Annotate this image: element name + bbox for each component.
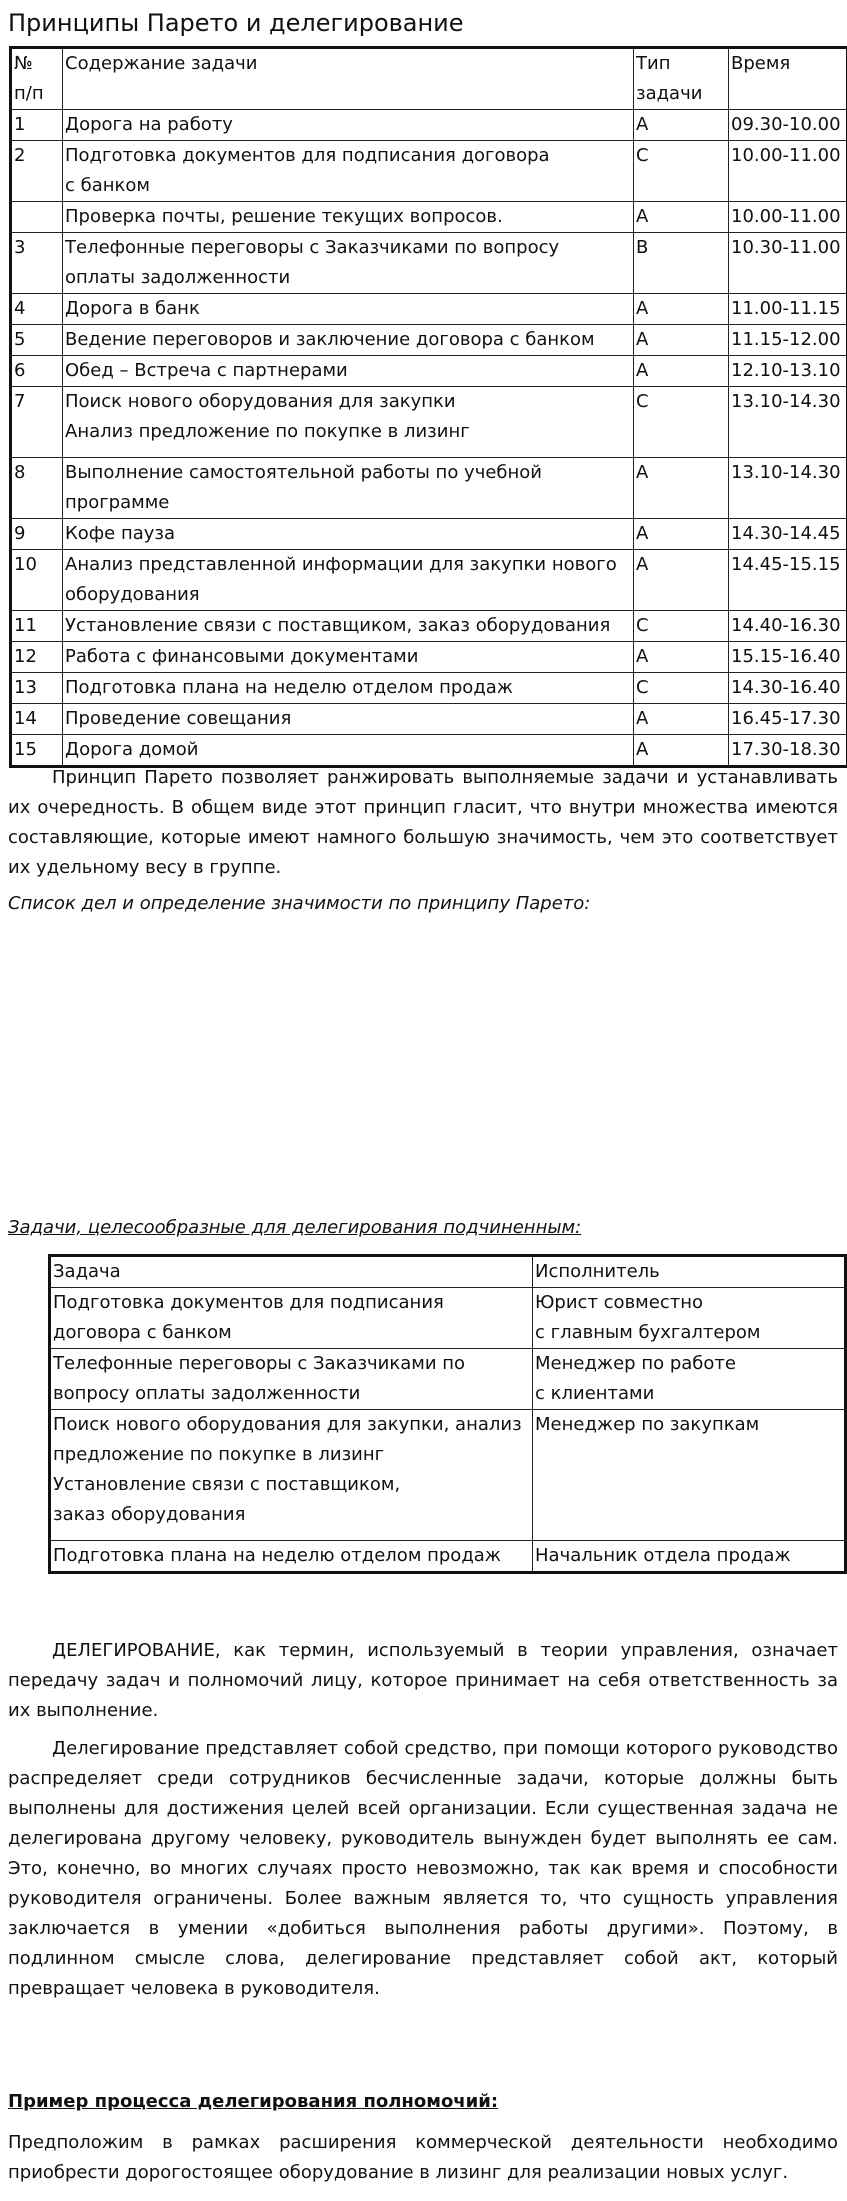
task-type-line: С (636, 677, 649, 698)
task-time (729, 141, 847, 202)
task-time (729, 519, 847, 550)
task-executor-line: Начальник отдела продаж (535, 1545, 791, 1566)
task-time-line: 14.30-16.40 (731, 677, 841, 698)
task-executor-line: Менеджер по работе (535, 1353, 736, 1374)
pareto-paragraph: Принцип Парето позволяет ранжировать выполняемые задачи и устанавливать их очередность. В общем виде этот принцип гласит, что внутри множества имеются составляющие, которые имеют намного большую значимость, чем это соответствует их удельному весу в группе. (8, 767, 838, 878)
task-number (11, 387, 63, 458)
task-time-line: 17.30-18.30 (731, 739, 841, 760)
header-type (634, 48, 729, 110)
table-row (11, 735, 847, 767)
task-content-line: Кофе пауза (65, 523, 176, 544)
task-type (634, 704, 729, 735)
task-type-line: А (636, 739, 649, 760)
task-number (11, 611, 63, 642)
table-row (11, 233, 847, 294)
task-content-line: Дорога домой (65, 739, 199, 760)
task-content (63, 704, 634, 735)
task-time (729, 673, 847, 704)
task-content-line: Дорога в банк (65, 298, 200, 319)
task-number (11, 550, 63, 611)
tasks-table (9, 46, 847, 768)
delegated-task (50, 1410, 533, 1541)
task-number-line: 15 (14, 739, 37, 760)
table-row (11, 550, 847, 611)
task-type (634, 325, 729, 356)
task-time (729, 642, 847, 673)
task-content-line: программе (65, 492, 170, 513)
task-type (634, 387, 729, 458)
task-content-line: Выполнение самостоятельной работы по учебной (65, 462, 542, 483)
task-content-line: Телефонные переговоры с Заказчиками по вопросу (65, 237, 560, 258)
task-executor-line: с клиентами (535, 1383, 655, 1404)
delegation-paragraph-1: ДЕЛЕГИРОВАНИЕ, как термин, используемый в теории управления, означает передачу задач и полномочий лицу, которое принимает на себя ответственность за их выполнение. (8, 1640, 838, 1721)
task-content-line: Анализ предложение по покупке в лизинг (65, 421, 470, 442)
table-row (50, 1288, 846, 1349)
task-number-line: 8 (14, 462, 26, 483)
task-content (63, 642, 634, 673)
task-number (11, 458, 63, 519)
table-row (50, 1349, 846, 1410)
task-content (63, 325, 634, 356)
task-number (11, 325, 63, 356)
table-row (11, 202, 847, 233)
task-content-line: Дорога на работу (65, 114, 233, 135)
task-time (729, 202, 847, 233)
header-type-line: Тип (636, 53, 671, 74)
delegated-task-line: договора с банком (53, 1322, 232, 1343)
task-number-line: 12 (14, 646, 37, 667)
task-content-line: оплаты задолженности (65, 267, 291, 288)
header-time-line: Время (731, 53, 791, 74)
task-time (729, 356, 847, 387)
task-type (634, 141, 729, 202)
task-content (63, 110, 634, 141)
header-time (729, 48, 847, 110)
table-row (11, 110, 847, 141)
table-row (11, 519, 847, 550)
task-type (634, 294, 729, 325)
task-number (11, 356, 63, 387)
task-number (11, 294, 63, 325)
task-type (634, 735, 729, 767)
header-type-line: задачи (636, 83, 703, 104)
task-executor (533, 1349, 846, 1410)
task-time (729, 110, 847, 141)
table-row (11, 141, 847, 202)
task-time-line: 14.40-16.30 (731, 615, 841, 636)
task-time-line: 11.00-11.15 (731, 298, 841, 319)
header-num (11, 48, 63, 110)
task-time-line: 10.00-11.00 (731, 206, 841, 227)
task-executor (533, 1410, 846, 1541)
pareto-list-heading: Список дел и определение значимости по принципу Парето: (8, 893, 591, 914)
table-row (11, 325, 847, 356)
task-content (63, 233, 634, 294)
task-content (63, 673, 634, 704)
delegated-task-line: Установление связи с поставщиком, (53, 1474, 401, 1495)
task-content (63, 735, 634, 767)
header-content-line: Содержание задачи (65, 53, 258, 74)
task-content (63, 387, 634, 458)
example-heading: Пример процесса делегирования полномочий: (8, 2091, 499, 2112)
task-content-line: Подготовка документов для подписания договора (65, 145, 550, 166)
task-number-line: 14 (14, 708, 37, 729)
task-number (11, 519, 63, 550)
task-executor-line: с главным бухгалтером (535, 1322, 761, 1343)
task-executor-line: Менеджер по закупкам (535, 1414, 760, 1435)
task-type (634, 519, 729, 550)
task-content-line: Ведение переговоров и заключение договора с банком (65, 329, 595, 350)
task-content-line: Анализ представленной информации для закупки нового (65, 554, 617, 575)
task-type-line: С (636, 145, 649, 166)
task-time (729, 325, 847, 356)
task-number-line: 6 (14, 360, 26, 381)
delegated-task (50, 1349, 533, 1410)
task-content-line: с банком (65, 175, 150, 196)
delegation-table (48, 1254, 847, 1574)
task-type (634, 233, 729, 294)
task-executor-line: Юрист совместно (535, 1292, 703, 1313)
delegated-task-line: заказ оборудования (53, 1504, 246, 1525)
task-content (63, 550, 634, 611)
header-num-line: № (14, 53, 33, 74)
task-type-line: А (636, 298, 649, 319)
table-row (11, 356, 847, 387)
task-type (634, 202, 729, 233)
task-content (63, 519, 634, 550)
table-row (11, 642, 847, 673)
delegated-task-line: Подготовка документов для подписания (53, 1292, 444, 1313)
task-content-line: Поиск нового оборудования для закупки (65, 391, 456, 412)
task-content (63, 141, 634, 202)
table-row (50, 1541, 846, 1573)
header-content (63, 48, 634, 110)
task-type (634, 673, 729, 704)
header-num-line: п/п (14, 83, 44, 104)
task-type (634, 458, 729, 519)
task-number (11, 141, 63, 202)
table-row (11, 294, 847, 325)
task-time (729, 550, 847, 611)
task-time-line: 16.45-17.30 (731, 708, 841, 729)
task-number-line: 4 (14, 298, 26, 319)
task-number-line: 13 (14, 677, 37, 698)
task-type-line: А (636, 206, 649, 227)
task-type (634, 611, 729, 642)
task-number-line: 2 (14, 145, 26, 166)
task-executor (533, 1541, 846, 1573)
table-row (11, 458, 847, 519)
task-time-line: 11.15-12.00 (731, 329, 841, 350)
task-type-line: А (636, 114, 649, 135)
task-time-line: 14.30-14.45 (731, 523, 841, 544)
page-title: Принципы Парето и делегирование (8, 9, 464, 37)
task-content-line: Установление связи с поставщиком, заказ оборудования (65, 615, 611, 636)
task-type-line: А (636, 554, 649, 575)
task-time (729, 611, 847, 642)
task-number (11, 673, 63, 704)
table-row (50, 1410, 846, 1541)
task-content-line: Проверка почты, решение текущих вопросов. (65, 206, 503, 227)
task-type-line: А (636, 708, 649, 729)
task-time (729, 704, 847, 735)
task-number (11, 233, 63, 294)
table-row (11, 387, 847, 458)
header-task-line: Задача (53, 1261, 121, 1282)
task-number-line: 9 (14, 523, 26, 544)
table-row (11, 704, 847, 735)
task-type (634, 642, 729, 673)
task-executor (533, 1288, 846, 1349)
task-type (634, 356, 729, 387)
task-number-line: 3 (14, 237, 26, 258)
task-content (63, 356, 634, 387)
delegation-paragraph-2: Делегирование представляет собой средство, при помощи которого руководство распределяет среди сотрудников бесчисленные задачи, которые должны быть выполнены для достижения целей всей организации. Если существенная задача не делегирована другому человеку, руководитель вынужден будет выполнять ее сам. Это, конечно, во многих случаях просто невозможно, так как время и способности руководителя ограничены. Более важным является то, что сущность управления заключается в умении «добиться выполнения работы другими». Поэтому, в подлинном смысле слова, делегирование представляет собой акт, который превращает человека в руководителя. (8, 1738, 838, 1999)
delegated-task-line: Телефонные переговоры с Заказчиками по (53, 1353, 466, 1374)
task-number-line: 1 (14, 114, 26, 135)
task-time (729, 735, 847, 767)
table-row (11, 611, 847, 642)
task-type-line: С (636, 615, 649, 636)
task-type-line: А (636, 329, 649, 350)
delegated-task-line: Поиск нового оборудования для закупки, анализ (53, 1414, 522, 1435)
task-type-line: А (636, 462, 649, 483)
task-time (729, 294, 847, 325)
task-time-line: 13.10-14.30 (731, 462, 841, 483)
task-number-line: 7 (14, 391, 26, 412)
task-type-line: С (636, 391, 649, 412)
task-number-line: 5 (14, 329, 26, 350)
delegation-heading: Задачи, целесообразные для делегирования подчиненным: (8, 1217, 582, 1238)
task-number (11, 202, 63, 233)
task-type-line: А (636, 523, 649, 544)
task-content (63, 611, 634, 642)
task-time-line: 10.30-11.00 (731, 237, 841, 258)
delegated-task-line: Подготовка плана на неделю отделом продаж (53, 1545, 502, 1566)
header-executor-line: Исполнитель (535, 1261, 660, 1282)
task-content-line: Проведение совещания (65, 708, 292, 729)
delegation-header-row (50, 1256, 846, 1288)
table-row (11, 673, 847, 704)
header-task (50, 1256, 533, 1288)
delegated-task (50, 1288, 533, 1349)
task-time-line: 15.15-16.40 (731, 646, 841, 667)
task-time (729, 233, 847, 294)
task-content-line: Работа с финансовыми документами (65, 646, 419, 667)
task-number (11, 704, 63, 735)
task-content (63, 294, 634, 325)
task-content (63, 202, 634, 233)
task-time (729, 387, 847, 458)
task-type-line: А (636, 646, 649, 667)
task-number (11, 110, 63, 141)
tasks-header-row (11, 48, 847, 110)
task-time (729, 458, 847, 519)
task-number-line: 10 (14, 554, 37, 575)
delegated-task-line: предложение по покупке в лизинг (53, 1444, 385, 1465)
task-content (63, 458, 634, 519)
example-paragraph: Предположим в рамках расширения коммерческой деятельности необходимо приобрести дорогостоящее оборудование в лизинг для реализации новых услуг. (8, 2132, 838, 2183)
delegated-task-line: вопросу оплаты задолженности (53, 1383, 361, 1404)
task-type-line: А (636, 360, 649, 381)
task-type (634, 550, 729, 611)
task-time-line: 10.00-11.00 (731, 145, 841, 166)
task-number (11, 642, 63, 673)
task-content-line: оборудования (65, 584, 200, 605)
delegated-task (50, 1541, 533, 1573)
task-number (11, 735, 63, 767)
task-number-line: 11 (14, 615, 37, 636)
task-content-line: Подготовка плана на неделю отделом продаж (65, 677, 514, 698)
task-time-line: 14.45-15.15 (731, 554, 841, 575)
task-content-line: Обед – Встреча с партнерами (65, 360, 348, 381)
task-time-line: 12.10-13.10 (731, 360, 841, 381)
task-type-line: В (636, 237, 649, 258)
header-executor (533, 1256, 846, 1288)
task-time-line: 13.10-14.30 (731, 391, 841, 412)
task-type (634, 110, 729, 141)
task-time-line: 09.30-10.00 (731, 114, 841, 135)
